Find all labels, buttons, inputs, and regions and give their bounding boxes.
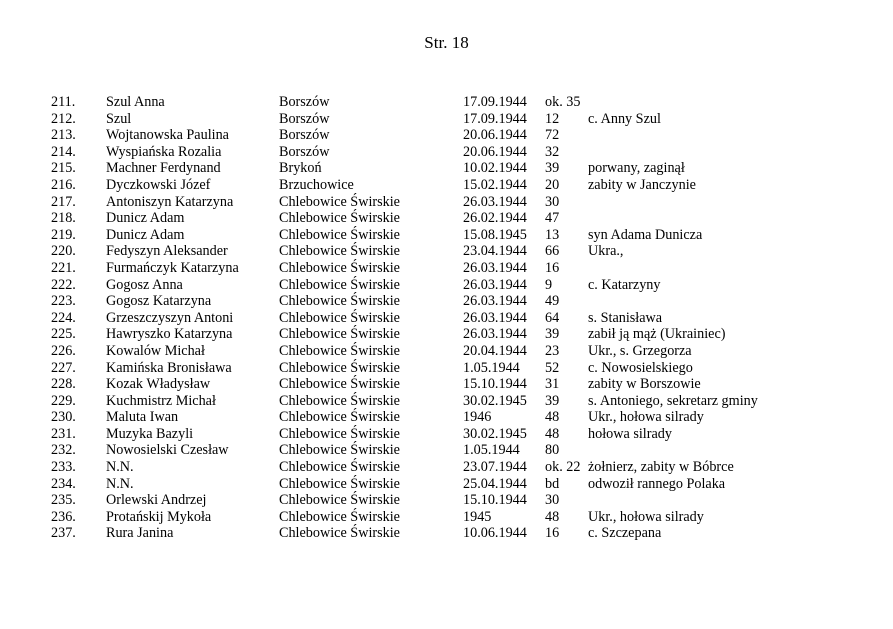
age-value: 12 <box>545 110 560 127</box>
date-of-death: 20.06.1944 <box>463 143 527 160</box>
person-name: Dyczkowski Józef <box>106 176 211 193</box>
place-name: Borszów <box>279 127 330 144</box>
list-item <box>0 360 893 377</box>
entry-number: 231. <box>51 425 76 442</box>
place-name: Chlebowice Świrskie <box>279 243 400 260</box>
age-value: 47 <box>545 210 560 227</box>
age-value: 30 <box>545 492 560 509</box>
age-value: 20 <box>545 176 560 193</box>
date-of-death: 1945 <box>463 508 492 525</box>
place-name: Borszów <box>279 94 330 110</box>
entry-number: 236. <box>51 508 76 525</box>
place-name: Brzuchowice <box>279 176 354 193</box>
place-name: Borszów <box>279 110 330 127</box>
entry-number: 229. <box>51 392 76 409</box>
date-of-death: 26.03.1944 <box>463 293 527 310</box>
place-name: Chlebowice Świrskie <box>279 210 400 227</box>
person-name: Nowosielski Czesław <box>106 442 229 459</box>
place-name: Chlebowice Świrskie <box>279 342 400 359</box>
person-name: N.N. <box>106 459 134 476</box>
age-value: 80 <box>545 442 560 459</box>
place-name: Chlebowice Świrskie <box>279 425 400 442</box>
date-of-death: 26.02.1944 <box>463 210 527 227</box>
date-of-death: 23.04.1944 <box>463 243 527 260</box>
entry-number: 223. <box>51 293 76 310</box>
entry-number: 212. <box>51 110 76 127</box>
list-item <box>0 144 893 161</box>
person-name: Wojtanowska Paulina <box>106 127 229 144</box>
place-name: Chlebowice Świrskie <box>279 508 400 525</box>
age-value: 9 <box>545 276 553 293</box>
entry-number: 216. <box>51 176 76 193</box>
entry-number: 218. <box>51 210 76 227</box>
person-name: Furmańczyk Katarzyna <box>106 259 239 276</box>
person-name: Szul Anna <box>106 94 165 110</box>
entry-number: 222. <box>51 276 76 293</box>
place-name: Chlebowice Świrskie <box>279 409 400 426</box>
list-item <box>0 94 893 111</box>
person-name: Kowalów Michał <box>106 342 205 359</box>
entry-number: 217. <box>51 193 76 210</box>
entry-number: 213. <box>51 127 76 144</box>
list-item <box>0 459 893 476</box>
entry-number: 220. <box>51 243 76 260</box>
date-of-death: 20.04.1944 <box>463 342 527 359</box>
age-value: 32 <box>545 143 560 160</box>
place-name: Brykoń <box>279 160 322 177</box>
person-name: Kuchmistrz Michał <box>106 392 216 409</box>
entry-number: 227. <box>51 359 76 376</box>
entry-number: 219. <box>51 226 76 243</box>
place-name: Chlebowice Świrskie <box>279 359 400 376</box>
age-value: 16 <box>545 259 560 276</box>
list-item <box>0 310 893 327</box>
place-name: Chlebowice Świrskie <box>279 376 400 393</box>
list-item <box>0 210 893 227</box>
place-name: Chlebowice Świrskie <box>279 442 400 459</box>
note-text: zabity w Borszowie <box>588 376 701 393</box>
age-value: 13 <box>545 226 560 243</box>
place-name: Chlebowice Świrskie <box>279 226 400 243</box>
age-value: 72 <box>545 127 560 144</box>
place-name: Chlebowice Świrskie <box>279 492 400 509</box>
entry-number: 214. <box>51 143 76 160</box>
list-item <box>0 509 893 526</box>
note-text: syn Adama Dunicza <box>588 226 703 243</box>
date-of-death: 25.04.1944 <box>463 475 527 492</box>
age-value: 52 <box>545 359 560 376</box>
note-text: s. Stanisława <box>588 309 663 326</box>
age-value: 64 <box>545 309 560 326</box>
person-name: N.N. <box>106 475 134 492</box>
age-value: 39 <box>545 160 560 177</box>
entry-number: 225. <box>51 326 76 343</box>
victims-list <box>0 94 893 542</box>
list-item <box>0 326 893 343</box>
date-of-death: 1.05.1944 <box>463 359 520 376</box>
list-item <box>0 492 893 509</box>
person-name: Szul <box>106 110 132 127</box>
date-of-death: 26.03.1944 <box>463 259 527 276</box>
person-name: Machner Ferdynand <box>106 160 221 177</box>
note-text: s. Antoniego, sekretarz gminy <box>588 392 758 409</box>
person-name: Dunicz Adam <box>106 210 185 227</box>
list-item <box>0 343 893 360</box>
note-text: c. Katarzyny <box>588 276 661 293</box>
person-name: Protańskij Mykoła <box>106 508 212 525</box>
entry-number: 224. <box>51 309 76 326</box>
person-name: Kamińska Bronisława <box>106 359 232 376</box>
entry-number: 235. <box>51 492 76 509</box>
list-item <box>0 260 893 277</box>
entry-number: 221. <box>51 259 76 276</box>
note-text: porwany, zaginął <box>588 160 685 177</box>
list-item <box>0 426 893 443</box>
list-item <box>0 227 893 244</box>
list-item <box>0 277 893 294</box>
entry-number: 230. <box>51 409 76 426</box>
person-name: Grzeszczyszyn Antoni <box>106 309 234 326</box>
person-name: Fedyszyn Aleksander <box>106 243 228 260</box>
place-name: Chlebowice Świrskie <box>279 326 400 343</box>
date-of-death: 26.03.1944 <box>463 276 527 293</box>
place-name: Chlebowice Świrskie <box>279 259 400 276</box>
list-item <box>0 376 893 393</box>
place-name: Chlebowice Świrskie <box>279 459 400 476</box>
person-name: Kozak Władysław <box>106 376 211 393</box>
entry-number: 237. <box>51 525 76 542</box>
date-of-death: 15.10.1944 <box>463 492 527 509</box>
note-text: Ukra., <box>588 243 624 260</box>
page-title: Str. 18 <box>424 33 469 52</box>
age-value: bd <box>545 475 560 492</box>
date-of-death: 17.09.1944 <box>463 94 527 110</box>
date-of-death: 1946 <box>463 409 492 426</box>
person-name: Antoniszyn Katarzyna <box>106 193 234 210</box>
list-item <box>0 127 893 144</box>
list-item <box>0 243 893 260</box>
date-of-death: 26.03.1944 <box>463 309 527 326</box>
date-of-death: 1.05.1944 <box>463 442 520 459</box>
person-name: Maluta Iwan <box>106 409 179 426</box>
date-of-death: 30.02.1945 <box>463 392 527 409</box>
age-value: 39 <box>545 326 560 343</box>
person-name: Gogosz Katarzyna <box>106 293 212 310</box>
age-value: 66 <box>545 243 560 260</box>
note-text: hołowa silrady <box>588 425 672 442</box>
age-value: 49 <box>545 293 560 310</box>
note-text: zabity w Janczynie <box>588 176 696 193</box>
person-name: Dunicz Adam <box>106 226 185 243</box>
age-value: 48 <box>545 409 560 426</box>
age-value: 31 <box>545 376 560 393</box>
person-name: Orlewski Andrzej <box>106 492 207 509</box>
date-of-death: 15.08.1945 <box>463 226 527 243</box>
place-name: Chlebowice Świrskie <box>279 475 400 492</box>
date-of-death: 23.07.1944 <box>463 459 527 476</box>
list-item <box>0 111 893 128</box>
date-of-death: 26.03.1944 <box>463 326 527 343</box>
list-item <box>0 293 893 310</box>
note-text: c. Szczepana <box>588 525 662 542</box>
entry-number: 232. <box>51 442 76 459</box>
person-name: Rura Janina <box>106 525 174 542</box>
age-value: 48 <box>545 508 560 525</box>
note-text: odwoził rannego Polaka <box>588 475 726 492</box>
person-name: Gogosz Anna <box>106 276 183 293</box>
place-name: Chlebowice Świrskie <box>279 193 400 210</box>
note-text: c. Nowosielskiego <box>588 359 693 376</box>
date-of-death: 30.02.1945 <box>463 425 527 442</box>
list-item <box>0 409 893 426</box>
place-name: Chlebowice Świrskie <box>279 293 400 310</box>
note-text: c. Anny Szul <box>588 110 661 127</box>
age-value: ok. 35 <box>545 94 581 110</box>
age-value: ok. 22 <box>545 459 581 476</box>
place-name: Chlebowice Świrskie <box>279 309 400 326</box>
entry-number: 228. <box>51 376 76 393</box>
entry-number: 226. <box>51 342 76 359</box>
entry-number: 234. <box>51 475 76 492</box>
date-of-death: 10.02.1944 <box>463 160 527 177</box>
entry-number: 215. <box>51 160 76 177</box>
date-of-death: 10.06.1944 <box>463 525 527 542</box>
place-name: Chlebowice Świrskie <box>279 392 400 409</box>
age-value: 23 <box>545 342 560 359</box>
list-item <box>0 160 893 177</box>
place-name: Borszów <box>279 143 330 160</box>
age-value: 16 <box>545 525 560 542</box>
place-name: Chlebowice Świrskie <box>279 276 400 293</box>
date-of-death: 26.03.1944 <box>463 193 527 210</box>
date-of-death: 15.10.1944 <box>463 376 527 393</box>
note-text: Ukr., s. Grzegorza <box>588 342 692 359</box>
age-value: 39 <box>545 392 560 409</box>
note-text: żołnierz, zabity w Bóbrce <box>588 459 734 476</box>
note-text: zabił ją mąż (Ukrainiec) <box>588 326 726 343</box>
list-item <box>0 525 893 542</box>
age-value: 48 <box>545 425 560 442</box>
entry-number: 211. <box>51 94 76 110</box>
date-of-death: 17.09.1944 <box>463 110 527 127</box>
date-of-death: 15.02.1944 <box>463 176 527 193</box>
person-name: Wyspiańska Rozalia <box>106 143 222 160</box>
list-item <box>0 194 893 211</box>
person-name: Hawryszko Katarzyna <box>106 326 233 343</box>
list-item <box>0 393 893 410</box>
date-of-death: 20.06.1944 <box>463 127 527 144</box>
list-item <box>0 442 893 459</box>
age-value: 30 <box>545 193 560 210</box>
list-item <box>0 476 893 493</box>
note-text: Ukr., hołowa silrady <box>588 508 704 525</box>
place-name: Chlebowice Świrskie <box>279 525 400 542</box>
note-text: Ukr., hołowa silrady <box>588 409 704 426</box>
list-item <box>0 177 893 194</box>
person-name: Muzyka Bazyli <box>106 425 194 442</box>
entry-number: 233. <box>51 459 76 476</box>
